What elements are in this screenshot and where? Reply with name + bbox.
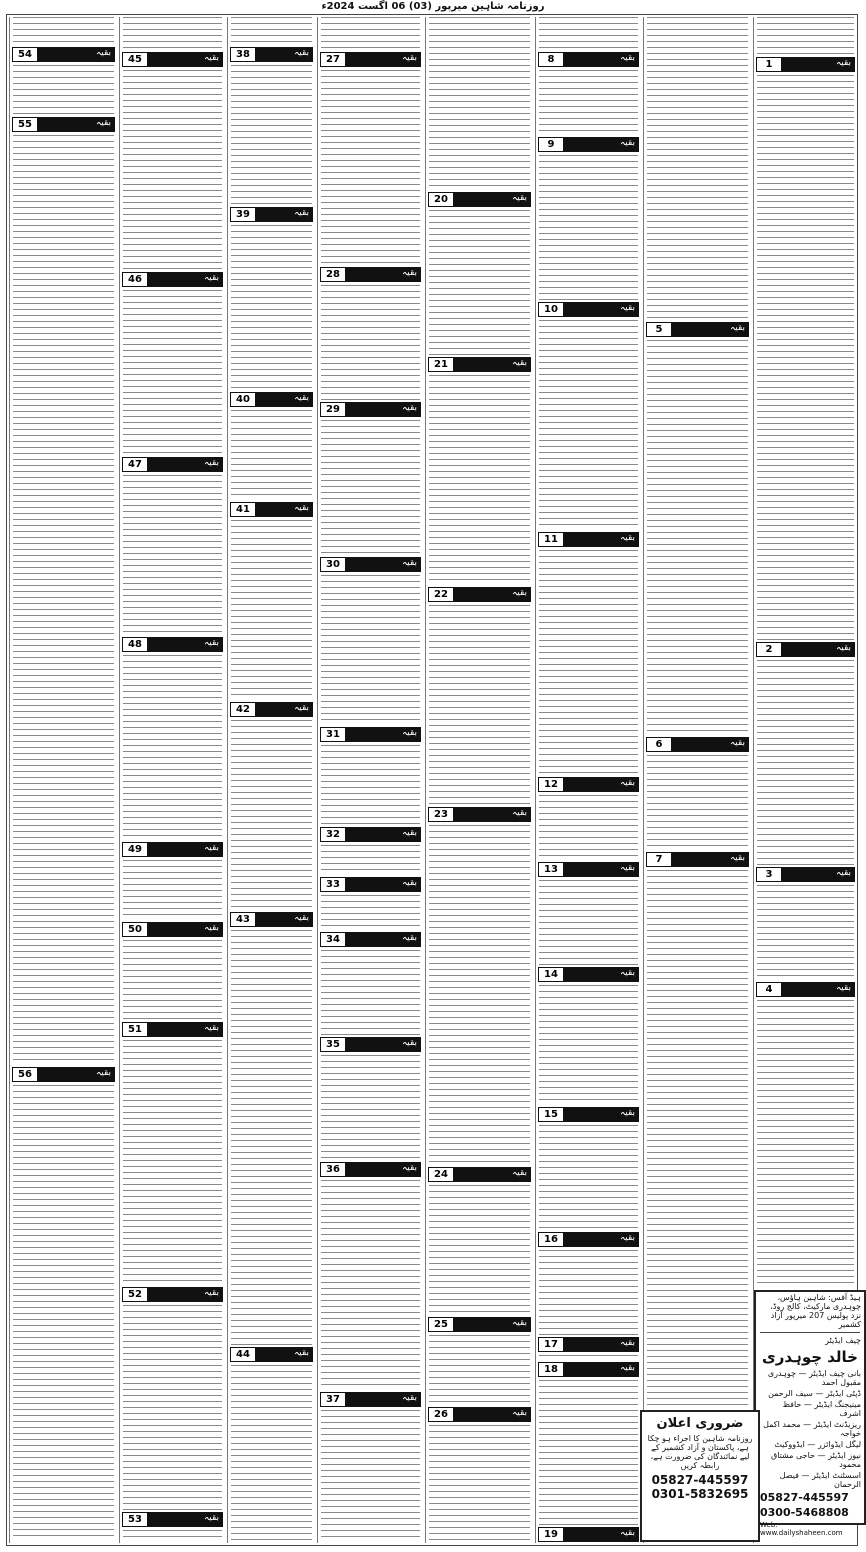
continuation-box — [230, 47, 313, 62]
continuation-box — [320, 402, 421, 417]
continuation-number: 15 — [539, 1108, 563, 1121]
continuation-label: بقیہ — [293, 703, 309, 713]
article-text-block — [123, 1530, 222, 1541]
continuation-box — [428, 357, 531, 372]
notice-box — [640, 1410, 760, 1542]
article-text-block — [321, 845, 420, 875]
continuation-number: 21 — [429, 358, 453, 371]
article-text-block — [429, 17, 530, 190]
article-text-block — [757, 17, 854, 55]
continuation-box — [122, 842, 223, 857]
continuation-label: بقیہ — [293, 48, 309, 58]
continuation-box — [428, 1407, 531, 1422]
assistant-editor-name: فیصل الرحمان — [779, 1471, 861, 1489]
continuation-label: بقیہ — [401, 1163, 417, 1173]
article-text-block — [123, 475, 222, 635]
notice-phone-2: 0301-5832695 — [651, 1487, 749, 1501]
article-text-block — [13, 135, 114, 1065]
article-text-block — [647, 755, 748, 850]
continuation-box — [320, 267, 421, 282]
article-text-block — [13, 65, 114, 115]
article-text-block — [231, 520, 312, 700]
continuation-number: 53 — [123, 1513, 147, 1526]
article-text-block — [429, 1185, 530, 1315]
news-editor-label: نیوز ایڈیٹر — [828, 1451, 861, 1460]
continuation-number: 10 — [539, 303, 563, 316]
continuation-box — [538, 1232, 639, 1247]
continuation-box — [230, 207, 313, 222]
notice-phone-1: 05827-445597 — [651, 1473, 749, 1487]
continuation-label: بقیہ — [203, 273, 219, 283]
continuation-number: 43 — [231, 913, 255, 926]
continuation-number: 30 — [321, 558, 345, 571]
resident-editor-name: محمد اکمل خواجہ — [763, 1420, 861, 1438]
article-text-block — [321, 17, 420, 50]
article-text-block — [321, 950, 420, 1035]
continuation-box — [320, 52, 421, 67]
continuation-label: بقیہ — [619, 968, 635, 978]
article-text-block — [539, 880, 638, 965]
continuation-number: 54 — [13, 48, 37, 61]
notice-body: روزنامہ شاہین کا اجراء ہو چکا ہے، پاکستان و آزاد کشمیر کے لیے نمائندگان کی ضرورت ہے، رابطہ کریں — [647, 1434, 753, 1470]
continuation-number: 12 — [539, 778, 563, 791]
continuation-number: 8 — [539, 53, 563, 66]
founder-name: چوہدری مقبول احمد — [767, 1369, 861, 1387]
continuation-box — [646, 322, 749, 337]
continuation-number: 29 — [321, 403, 345, 416]
continuation-number: 36 — [321, 1163, 345, 1176]
continuation-number: 9 — [539, 138, 563, 151]
article-text-block — [539, 795, 638, 860]
continuation-number: 52 — [123, 1288, 147, 1301]
article-text-block — [429, 605, 530, 805]
continuation-label: بقیہ — [203, 1288, 219, 1298]
legal-advisor-name: ایڈووکیٹ — [774, 1440, 805, 1449]
continuation-box — [320, 1162, 421, 1177]
continuation-label: بقیہ — [293, 503, 309, 513]
article-text-block — [539, 155, 638, 300]
continuation-number: 39 — [231, 208, 255, 221]
continuation-label: بقیہ — [619, 1338, 635, 1348]
continuation-box — [646, 737, 749, 752]
continuation-box — [230, 912, 313, 927]
continuation-box — [428, 192, 531, 207]
continuation-box — [428, 807, 531, 822]
article-column — [425, 17, 533, 1543]
continuation-label: بقیہ — [835, 58, 851, 68]
resident-editor-label: ریزیڈنٹ ایڈیٹر — [813, 1420, 861, 1429]
continuation-box — [320, 827, 421, 842]
continuation-box — [320, 557, 421, 572]
article-text-block — [231, 720, 312, 910]
article-text-block — [123, 1040, 222, 1285]
article-text-block — [321, 1055, 420, 1160]
continuation-box — [230, 392, 313, 407]
continuation-label: بقیہ — [619, 778, 635, 788]
article-text-block — [231, 1365, 312, 1541]
continuation-label: بقیہ — [401, 558, 417, 568]
ad-phone-2: 0300-5468808 — [760, 1506, 849, 1519]
continuation-label: بقیہ — [511, 193, 527, 203]
continuation-number: 28 — [321, 268, 345, 281]
continuation-number: 19 — [539, 1528, 563, 1541]
article-text-block — [321, 895, 420, 930]
continuation-label: بقیہ — [511, 1408, 527, 1418]
continuation-label: بقیہ — [619, 1528, 635, 1538]
article-text-block — [123, 655, 222, 840]
continuation-box — [320, 932, 421, 947]
article-text-block — [321, 575, 420, 725]
continuation-label: بقیہ — [401, 828, 417, 838]
article-text-block — [539, 550, 638, 775]
article-column — [9, 17, 117, 1543]
continuation-box — [122, 52, 223, 67]
continuation-box — [538, 777, 639, 792]
continuation-label: بقیہ — [729, 853, 745, 863]
continuation-number: 35 — [321, 1038, 345, 1051]
continuation-label: بقیہ — [401, 1038, 417, 1048]
continuation-number: 14 — [539, 968, 563, 981]
continuation-label: بقیہ — [835, 868, 851, 878]
continuation-box — [428, 1317, 531, 1332]
deputy-editor-label: ڈپٹی ایڈیٹر — [825, 1389, 861, 1398]
continuation-label: بقیہ — [203, 53, 219, 63]
continuation-box — [320, 727, 421, 742]
continuation-box — [12, 1067, 115, 1082]
article-text-block — [123, 70, 222, 270]
continuation-number: 34 — [321, 933, 345, 946]
article-text-block — [429, 375, 530, 585]
continuation-label: بقیہ — [95, 1068, 111, 1078]
continuation-box — [230, 1347, 313, 1362]
article-text-block — [231, 410, 312, 500]
article-text-block — [757, 75, 854, 640]
continuation-label: بقیہ — [203, 923, 219, 933]
continuation-number: 5 — [647, 323, 671, 336]
deputy-editor-name: سیف الرحمن — [768, 1389, 813, 1398]
continuation-number: 32 — [321, 828, 345, 841]
continuation-label: بقیہ — [401, 728, 417, 738]
continuation-number: 26 — [429, 1408, 453, 1421]
continuation-label: بقیہ — [619, 53, 635, 63]
article-text-block — [429, 1425, 530, 1541]
continuation-label: بقیہ — [203, 458, 219, 468]
continuation-number: 17 — [539, 1338, 563, 1351]
article-text-block — [429, 210, 530, 355]
article-text-block — [539, 320, 638, 530]
article-text-block — [123, 1305, 222, 1510]
article-text-block — [647, 340, 748, 735]
continuation-label: بقیہ — [619, 1363, 635, 1373]
continuation-label: بقیہ — [401, 403, 417, 413]
continuation-label: بقیہ — [293, 913, 309, 923]
continuation-box — [320, 877, 421, 892]
continuation-label: بقیہ — [511, 1168, 527, 1178]
continuation-box — [538, 137, 639, 152]
continuation-number: 33 — [321, 878, 345, 891]
article-text-block — [321, 70, 420, 265]
managing-editor-name: حافظ اشرف — [782, 1400, 861, 1418]
continuation-number: 22 — [429, 588, 453, 601]
continuation-label: بقیہ — [95, 48, 111, 58]
continuation-box — [538, 967, 639, 982]
continuation-number: 47 — [123, 458, 147, 471]
article-text-block — [539, 1125, 638, 1230]
continuation-number: 23 — [429, 808, 453, 821]
news-editor-name: حاجی مشتاق محمود — [770, 1451, 861, 1469]
managing-editor-label: مینیجنگ ایڈیٹر — [814, 1400, 861, 1409]
continuation-label: بقیہ — [401, 878, 417, 888]
newspaper-page — [6, 14, 858, 1546]
continuation-label: بقیہ — [619, 1233, 635, 1243]
notice-title: ضروری اعلان — [656, 1416, 744, 1431]
article-text-block — [123, 17, 222, 50]
continuation-box — [538, 1362, 639, 1377]
continuation-number: 1 — [757, 58, 781, 71]
continuation-number: 27 — [321, 53, 345, 66]
continuation-number: 42 — [231, 703, 255, 716]
continuation-label: بقیہ — [729, 323, 745, 333]
masthead-advertisement: ہیڈ آفس: شاہین ہاؤس، چوہدری مارکیٹ، کالج روڈ، نزد پولیس 207 میرپور آزاد کشمیر چیف ایڈیٹر خالد چوہدری بانی چیف ایڈیٹر — چوہدری مقبول احمد ڈپٹی ایڈیٹر — سیف الرحمن مینیجنگ ایڈیٹر — حافظ اشرف ریزیڈنٹ ایڈیٹر — محمد اکمل خواجہ لیگل ایڈوائزر — ایڈووکیٹ نیوز ایڈیٹر — حاجی مشتاق محمود اسسٹنٹ ایڈیٹر — فیصل الرحمان 05827-445597 0300-5468808 Web: www.dailyshaheen.com — [754, 1290, 866, 1525]
article-text-block — [429, 1335, 530, 1405]
continuation-box — [122, 922, 223, 937]
continuation-number: 41 — [231, 503, 255, 516]
continuation-label: بقیہ — [95, 118, 111, 128]
chief-editor-label: چیف ایڈیٹر — [825, 1336, 861, 1345]
continuation-label: بقیہ — [203, 638, 219, 648]
continuation-box — [538, 1527, 639, 1542]
continuation-box — [122, 1287, 223, 1302]
continuation-number: 48 — [123, 638, 147, 651]
continuation-box — [538, 302, 639, 317]
continuation-box — [428, 1167, 531, 1182]
continuation-box — [756, 867, 855, 882]
continuation-label: بقیہ — [619, 533, 635, 543]
continuation-label: بقیہ — [293, 393, 309, 403]
continuation-label: بقیہ — [401, 53, 417, 63]
continuation-box — [538, 1107, 639, 1122]
continuation-number: 40 — [231, 393, 255, 406]
article-text-block — [13, 1085, 114, 1541]
continuation-box — [538, 532, 639, 547]
article-text-block — [539, 1250, 638, 1335]
article-column — [227, 17, 315, 1543]
article-text-block — [429, 825, 530, 1165]
continuation-number: 25 — [429, 1318, 453, 1331]
continuation-label: بقیہ — [511, 1318, 527, 1328]
continuation-box — [756, 57, 855, 72]
continuation-number: 51 — [123, 1023, 147, 1036]
continuation-number: 38 — [231, 48, 255, 61]
continuation-label: بقیہ — [293, 208, 309, 218]
article-text-block — [231, 65, 312, 205]
article-text-block — [321, 420, 420, 555]
continuation-label: بقیہ — [511, 588, 527, 598]
continuation-number: 7 — [647, 853, 671, 866]
article-text-block — [647, 17, 748, 320]
article-text-block — [539, 17, 638, 50]
article-column — [317, 17, 423, 1543]
continuation-label: بقیہ — [401, 1393, 417, 1403]
article-text-block — [539, 1355, 638, 1360]
continuation-number: 13 — [539, 863, 563, 876]
continuation-label: بقیہ — [835, 643, 851, 653]
continuation-number: 45 — [123, 53, 147, 66]
continuation-number: 20 — [429, 193, 453, 206]
continuation-box — [646, 852, 749, 867]
article-text-block — [321, 1410, 420, 1541]
continuation-label: بقیہ — [619, 138, 635, 148]
continuation-box — [12, 47, 115, 62]
continuation-number: 18 — [539, 1363, 563, 1376]
continuation-number: 3 — [757, 868, 781, 881]
article-text-block — [231, 17, 312, 45]
continuation-box — [122, 457, 223, 472]
continuation-box — [538, 1337, 639, 1352]
continuation-number: 55 — [13, 118, 37, 131]
continuation-label: بقیہ — [729, 738, 745, 748]
continuation-number: 6 — [647, 738, 671, 751]
continuation-label: بقیہ — [619, 303, 635, 313]
continuation-box — [320, 1037, 421, 1052]
assistant-editor-label: اسسٹنٹ ایڈیٹر — [812, 1471, 861, 1480]
continuation-label: بقیہ — [511, 808, 527, 818]
continuation-box — [230, 502, 313, 517]
continuation-label: بقیہ — [401, 268, 417, 278]
article-column — [535, 17, 641, 1543]
chief-editor-name: خالد چوہدری — [761, 1348, 858, 1366]
continuation-number: 11 — [539, 533, 563, 546]
article-text-block — [539, 1380, 638, 1525]
continuation-box — [756, 982, 855, 997]
article-text-block — [321, 1180, 420, 1390]
ad-website: Web: www.dailyshaheen.com — [760, 1521, 843, 1537]
continuation-box — [538, 52, 639, 67]
continuation-number: 50 — [123, 923, 147, 936]
article-text-block — [231, 225, 312, 390]
continuation-number: 56 — [13, 1068, 37, 1081]
article-text-block — [757, 885, 854, 980]
article-column — [643, 17, 751, 1543]
continuation-label: بقیہ — [401, 933, 417, 943]
continuation-number: 2 — [757, 643, 781, 656]
article-text-block — [757, 1000, 854, 1285]
article-text-block — [539, 985, 638, 1105]
continuation-label: بقیہ — [293, 1348, 309, 1358]
continuation-number: 31 — [321, 728, 345, 741]
article-text-block — [13, 17, 114, 45]
continuation-box — [122, 1512, 223, 1527]
ad-phone-1: 05827-445597 — [760, 1491, 849, 1504]
continuation-number: 4 — [757, 983, 781, 996]
continuation-box — [12, 117, 115, 132]
continuation-number: 37 — [321, 1393, 345, 1406]
continuation-label: بقیہ — [619, 1108, 635, 1118]
continuation-label: بقیہ — [511, 358, 527, 368]
continuation-number: 49 — [123, 843, 147, 856]
continuation-box — [230, 702, 313, 717]
article-text-block — [123, 290, 222, 455]
continuation-label: بقیہ — [203, 1023, 219, 1033]
ad-address: ہیڈ آفس: شاہین ہاؤس، چوہدری مارکیٹ، کالج روڈ، نزد پولیس 207 میرپور آزاد کشمیر — [770, 1293, 861, 1329]
continuation-box — [538, 862, 639, 877]
article-text-block — [539, 70, 638, 135]
article-text-block — [231, 930, 312, 1345]
continuation-box — [122, 272, 223, 287]
continuation-number: 44 — [231, 1348, 255, 1361]
continuation-box — [428, 587, 531, 602]
article-text-block — [321, 285, 420, 400]
founder-label: بانی چیف ایڈیٹر — [809, 1369, 861, 1378]
continuation-box — [122, 637, 223, 652]
article-column — [119, 17, 225, 1543]
continuation-box — [122, 1022, 223, 1037]
continuation-number: 16 — [539, 1233, 563, 1246]
continuation-label: بقیہ — [203, 843, 219, 853]
article-text-block — [757, 660, 854, 865]
continuation-number: 24 — [429, 1168, 453, 1181]
article-text-block — [321, 745, 420, 825]
continuation-label: بقیہ — [203, 1513, 219, 1523]
continuation-label: بقیہ — [619, 863, 635, 873]
continuation-box — [756, 642, 855, 657]
masthead: روزنامہ شاہین میرپور (03) 06 اگست 2024ء — [321, 1, 545, 12]
legal-advisor-label: لیگل ایڈوائزر — [817, 1440, 861, 1449]
continuation-label: بقیہ — [835, 983, 851, 993]
article-text-block — [123, 860, 222, 920]
article-text-block — [123, 940, 222, 1020]
continuation-number: 46 — [123, 273, 147, 286]
continuation-box — [320, 1392, 421, 1407]
